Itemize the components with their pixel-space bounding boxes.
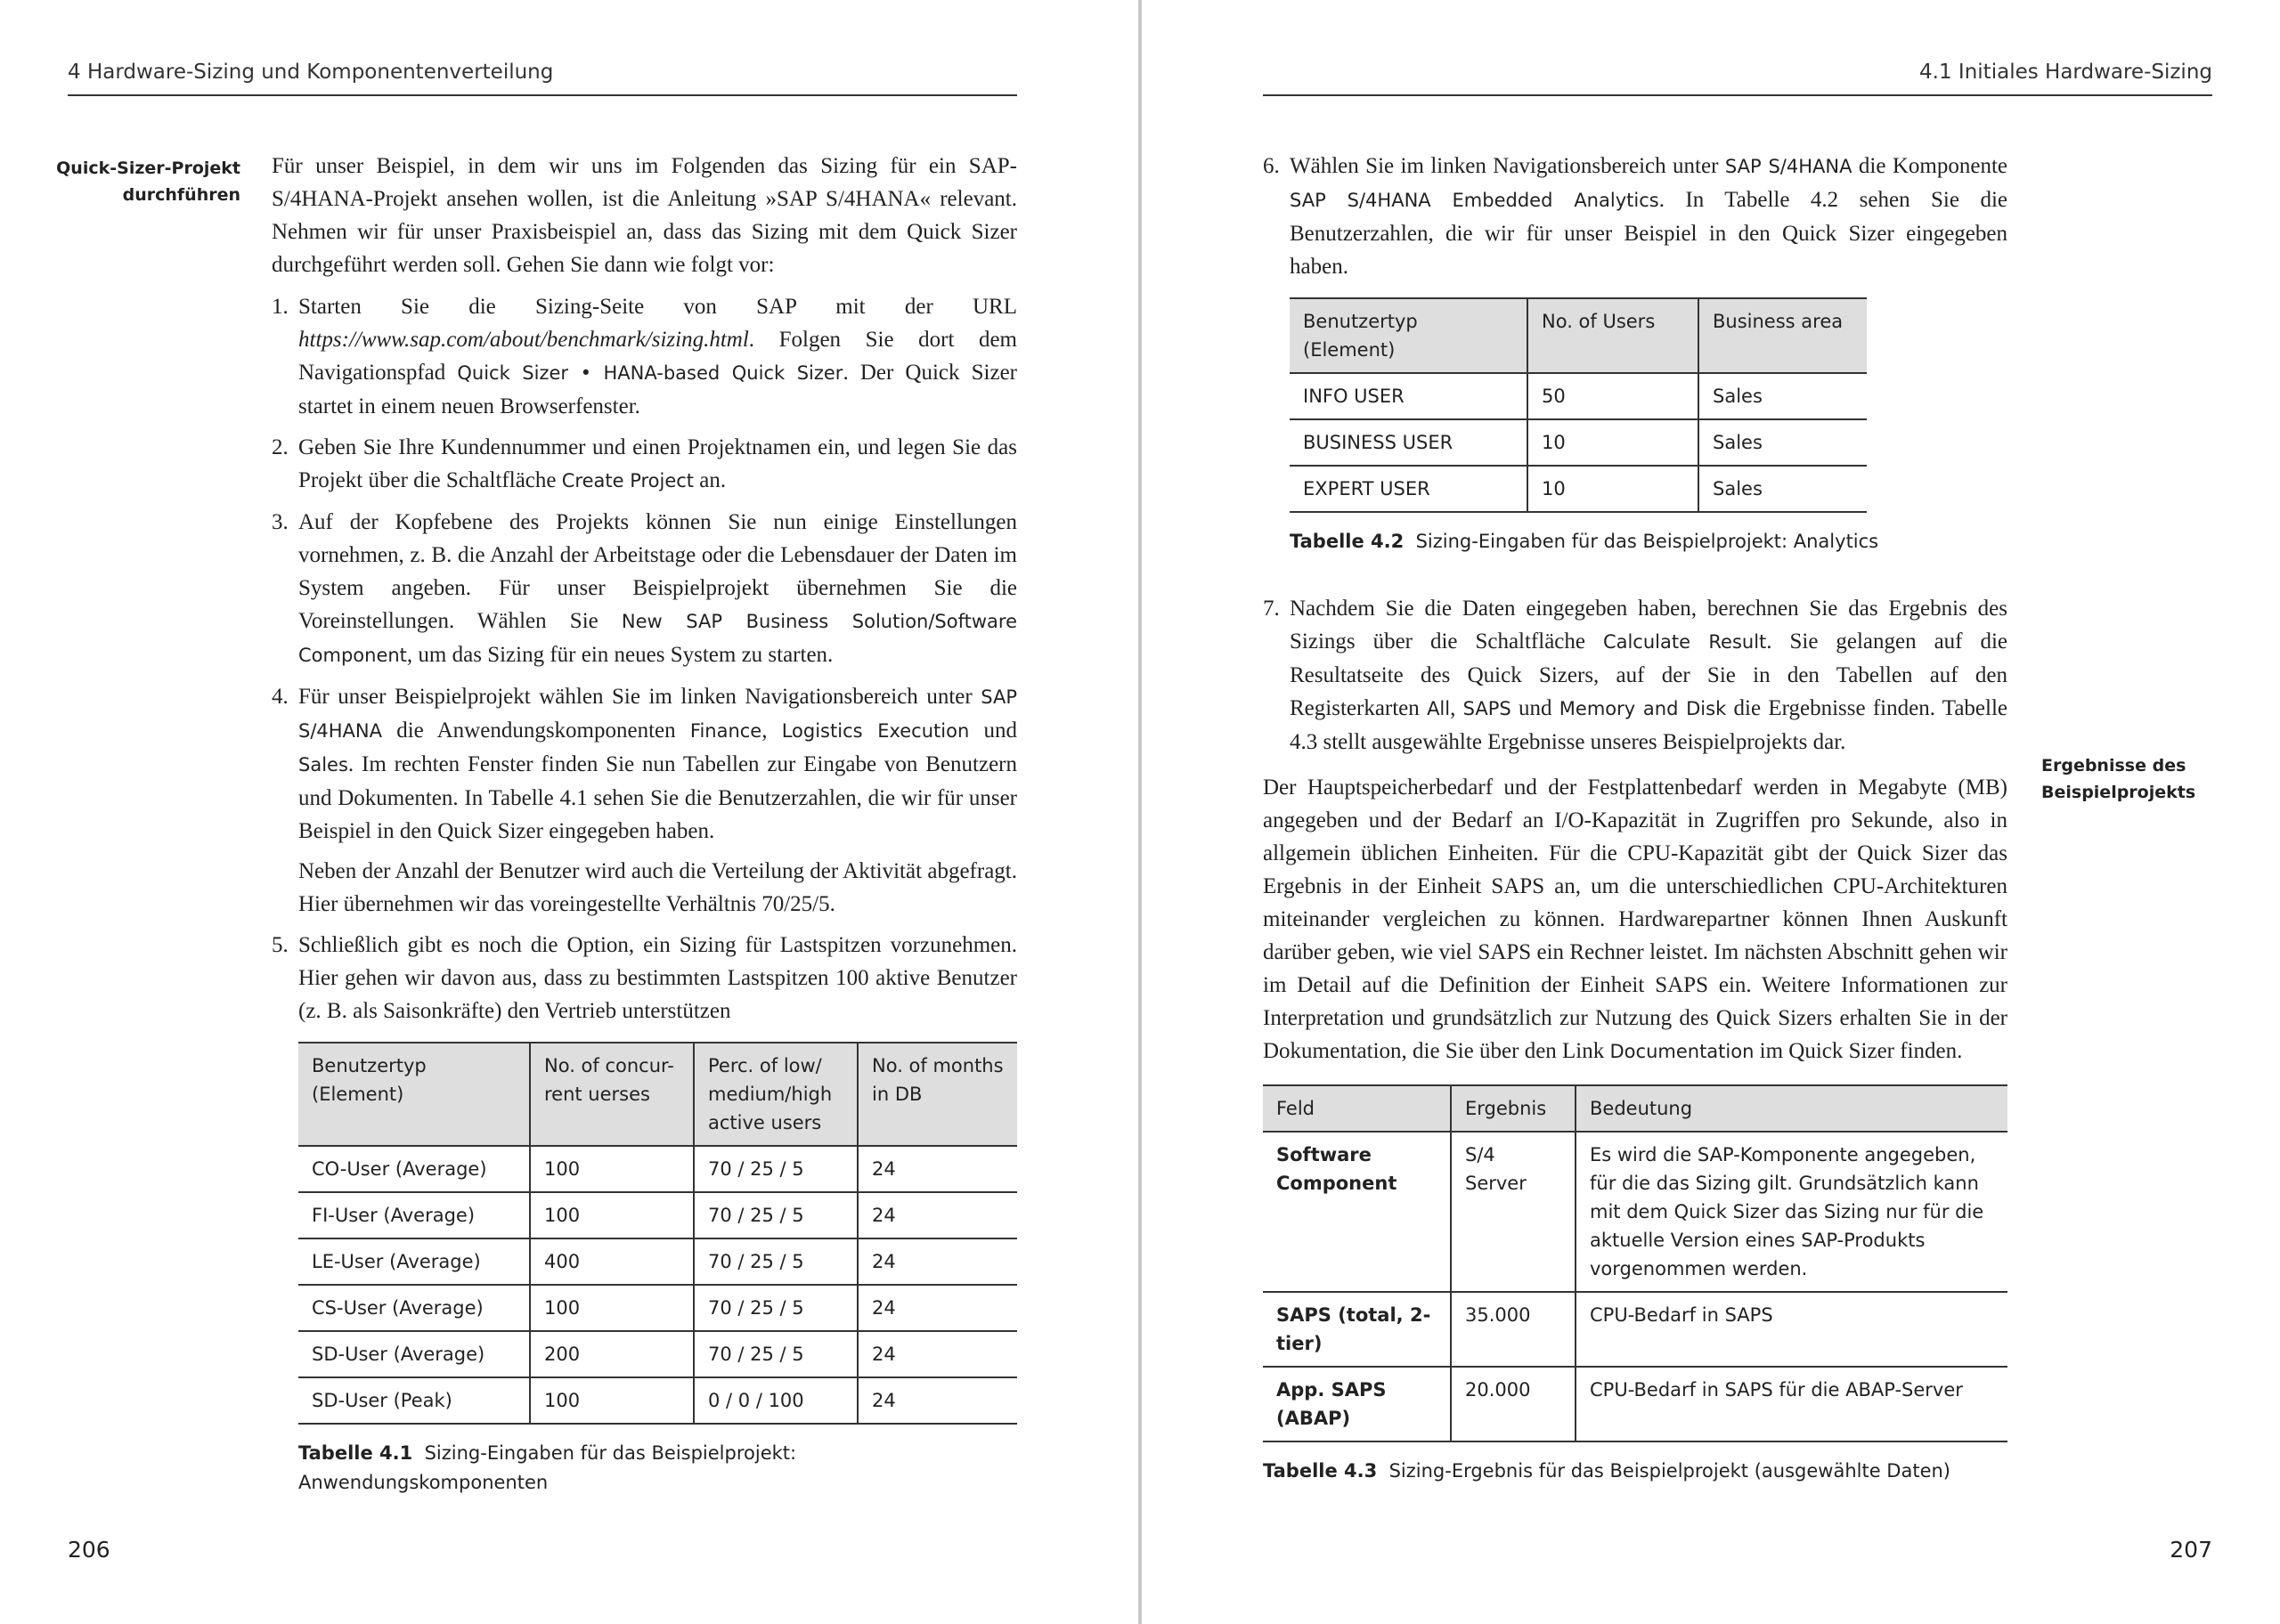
table-row: Software Component S/4 Server Es wird die SAP-Komponente angegeben, für die das Sizing gilt. Grundsätzlich kann mit dem Quick Sizer das Sizing nur für die aktuelle Version eines SAP-Produkts vorgenommen werden. xyxy=(1263,1132,2007,1292)
running-head-right: 4.1 Initiales Hardware-Sizing xyxy=(1919,61,2212,84)
table-row: CS-User (Average) 100 70 / 25 / 5 24 xyxy=(298,1285,1017,1331)
results-paragraph: Der Hauptspeicherbedarf und der Festplattenbedarf werden in Megabyte (MB) angegeben und der Bedarf an I/O-Kapazität in Zugriffen pro Sekunde, also in allgemein üblichen Einheiten. Für die CPU-Kapazität gibt der Quick Sizer das Ergebnis in der Einheit SAPS an, um die unterschiedlichen CPU-Architekturen miteinander vergleichen zu können. Hardwarepartner können Ihnen Auskunft darüber geben, wie viel SAPS ein Rechner leistet. Im nächsten Abschnitt gehen wir im Detail auf die Definition der Einheit SAPS ein. Weitere Informationen zur Interpretation und grundsätzlich zur Nutzung des Quick Sizers erhalten Sie in der Dokumentation, die Sie über den Link Documentation im Quick Sizer finden. xyxy=(1263,775,2007,1063)
table-row: BUSINESS USER 10 Sales xyxy=(1290,419,1867,466)
table-header-row: Benutzertyp (Element) No. of Users Business area xyxy=(1290,298,1867,373)
table-row: LE-User (Average) 400 70 / 25 / 5 24 xyxy=(298,1238,1017,1285)
intro-paragraph: Für unser Beispiel, in dem wir uns im Folgenden das Sizing für ein SAP-S/4HANA-Projekt ansehen wollen, ist die Anleitung »SAP S/4HANA« relevant. Nehmen wir für unser Praxisbeispiel an, dass das Sizing mit dem Quick Sizer durchgeführt werden soll. Gehen Sie dann wie folgt vor: xyxy=(272,154,1017,277)
margin-note-results: Ergebnisse des Beispielprojekts xyxy=(2041,756,2196,802)
step-3: 3. Auf der Kopfebene des Projekts können Sie nun einige Einstellungen vornehmen, z. B. die Anzahl der Arbeitstage oder die Lebensdauer der Daten im System angeben. Für unser Beispielprojekt übernehmen Sie die Voreinstellungen. Wählen Sie New SAP Business Solution/Software Component, um das Sizing für ein neues System zu starten. xyxy=(272,510,1017,667)
step-7: 7. Nachdem Sie die Daten eingegeben haben, berechnen Sie das Ergebnis des Sizings über die Schaltfläche Calculate Result. Sie gelangen auf die Resultatseite des Quick Sizers, auf der Sie in den Tabellen auf den Registerkarten All, SAPS und Memory and Disk die Ergebnisse finden. Tabelle 4.3 stellt ausgewählte Ergebnisse unseres Beispielprojekts dar. xyxy=(1263,597,2008,754)
step-5: 5. Schließlich gibt es noch die Option, ein Sizing für Lastspitzen vorzunehmen. Hier gehen wir davon aus, dass zu bestimmten Lastspitzen 100 aktive Benutzer (z. B. als Saisonkräfte) den Vertrieb unterstützen xyxy=(272,933,1017,1023)
header-rule-left xyxy=(68,94,1017,96)
step-4-extra: Neben der Anzahl der Benutzer wird auch die Verteilung der Aktivität abgefragt. Hier übernehmen wir das voreingestellte Verhältnis 70/25/5. xyxy=(298,859,1017,916)
table-4-3 xyxy=(1263,1084,2007,1442)
table-header-row: Benutzertyp (Element) No. of concur-rent uerses Perc. of low/ medium/high active users No. of months in DB xyxy=(298,1043,1017,1146)
header-rule-right xyxy=(1263,94,2212,96)
step-4: 4. Für unser Beispielprojekt wählen Sie im linken Navigationsbereich unter SAP S/4HANA die Anwendungskomponenten Finance, Logistics Execution und Sales. Im rechten Fenster finden Sie nun Tabellen zur Eingabe von Benutzern und Dokumenten. In Tabelle 4.1 sehen Sie die Benutzerzahlen, die wir für unser Beispiel in den Quick Sizer eingegeben haben. Neben der Anzahl der Benutzer wird auch die Verteilung der Aktivität abgefragt. Hier übernehmen wir das voreingestellte Verhältnis 70/25/5. xyxy=(272,680,1017,921)
table-row: EXPERT USER 10 Sales xyxy=(1290,466,1867,512)
table-4-1 xyxy=(298,1042,1017,1425)
right-page xyxy=(1142,0,2280,1624)
steps-list-left xyxy=(272,290,1017,1027)
table-4-2 xyxy=(1290,297,1867,513)
table-header-row: Feld Ergebnis Bedeutung xyxy=(1263,1085,2007,1132)
table-row: CO-User (Average) 100 70 / 25 / 5 24 xyxy=(298,1146,1017,1192)
table-row: App. SAPS (ABAP) 20.000 CPU-Bedarf in SAPS für die ABAP-Server xyxy=(1263,1367,2007,1441)
table-row: INFO USER 50 Sales xyxy=(1290,373,1867,419)
step-6: 6. Wählen Sie im linken Navigationsbereich unter SAP S/4HANA die Komponente SAP S/4HANA Embedded Analytics. In Tabelle 4.2 sehen Sie die Benutzerzahlen, die wir für unser Beispiel in den Quick Sizer eingegeben haben. xyxy=(1263,154,2007,279)
page-number-right: 207 xyxy=(2170,1537,2212,1563)
left-page xyxy=(0,0,1138,1624)
ui-create-project: Create Project xyxy=(561,470,695,491)
table-row: SAPS (total, 2-tier) 35.000 CPU-Bedarf in SAPS xyxy=(1263,1292,2007,1367)
table-row: SD-User (Peak) 100 0 / 0 / 100 24 xyxy=(298,1377,1017,1424)
table-row: FI-User (Average) 100 70 / 25 / 5 24 xyxy=(298,1192,1017,1238)
right-body-top xyxy=(1263,150,2007,1486)
sizing-url: https://www.sap.com/about/benchmark/sizing.html xyxy=(298,328,749,352)
ui-nav-path: Quick Sizer • HANA-based Quick Sizer xyxy=(457,362,843,384)
running-head-left: 4 Hardware-Sizing und Komponentenverteilung xyxy=(68,61,554,84)
steps-list-right-b xyxy=(1263,592,2007,759)
steps-list-right-a xyxy=(1263,150,2007,283)
table-4-2-caption: Tabelle 4.2 Sizing-Eingaben für das Beispielprojekt: Analytics xyxy=(1290,531,1879,552)
step-2: 2. Geben Sie Ihre Kundennummer und einen Projektnamen ein, und legen Sie das Projekt über die Schaltfläche Create Project an. xyxy=(272,435,1017,492)
step-1: 1. Starten Sie die Sizing-Seite von SAP mit der URL https://www.sap.com/about/benchmark/sizing.html. Folgen Sie dort dem Navigationspfad Quick Sizer • HANA-based Quick Sizer. Der Quick Sizer startet in einem neuen Browserfenster. xyxy=(272,295,1017,418)
left-body xyxy=(272,150,1017,1498)
table-row: SD-User (Average) 200 70 / 25 / 5 24 xyxy=(298,1331,1017,1377)
page-number-left: 206 xyxy=(68,1537,110,1563)
table-4-3-caption: Tabelle 4.3 Sizing-Ergebnis für das Beispielprojekt (ausgewählte Daten) xyxy=(1263,1460,1950,1482)
margin-note-quick-sizer: Quick-Sizer-Projekt durchführen xyxy=(56,158,240,205)
ui-new-solution: New SAP Business Solution/Software Component xyxy=(298,611,1017,666)
table-4-1-caption: Tabelle 4.1 Sizing-Eingaben für das Beispielprojekt: Anwendungskomponenten xyxy=(298,1442,797,1493)
